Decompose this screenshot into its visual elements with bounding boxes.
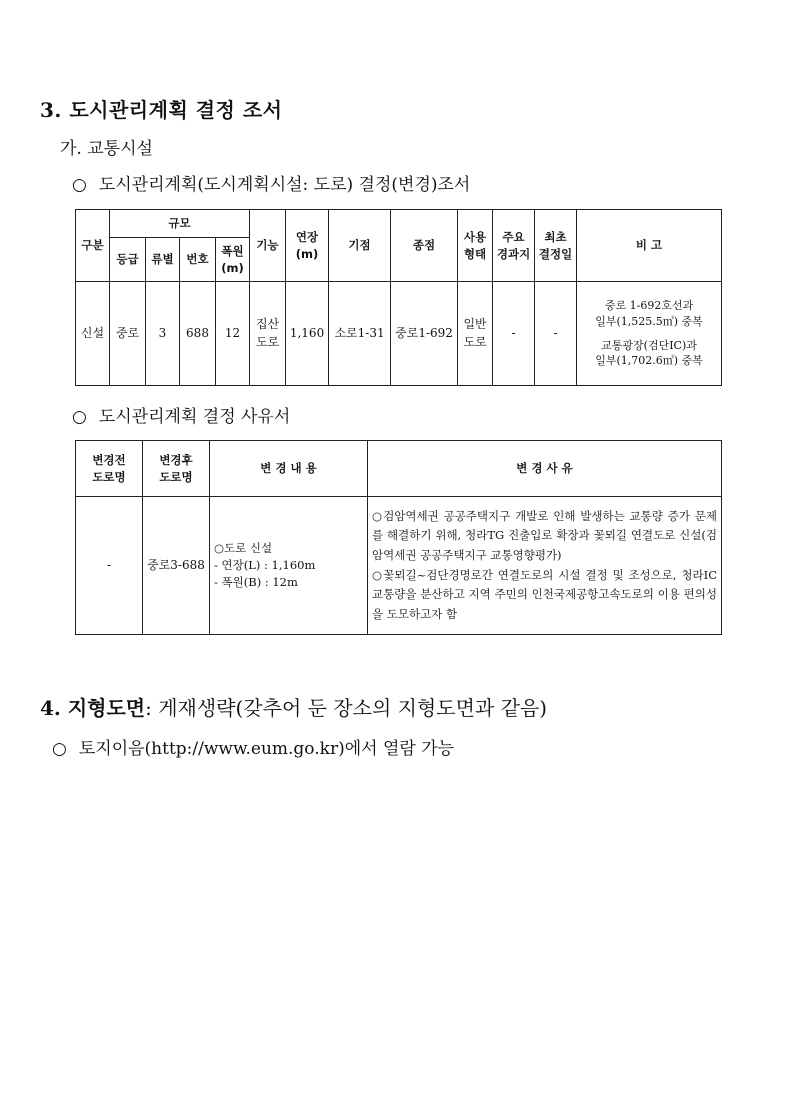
header-reason: 변 경 사 유 — [368, 441, 722, 497]
header-usage: 사용 형태 — [458, 210, 493, 282]
header-length: 연장 (m) — [286, 210, 329, 282]
section3-subtitle: 가. 교통시설 — [60, 139, 153, 159]
header-end: 종점 — [391, 210, 458, 282]
cell-after: 중로3-688 — [143, 497, 210, 635]
table2-caption-text: 도시관리계획 결정 사유서 — [98, 407, 291, 427]
header-function: 기능 — [250, 210, 286, 282]
header-after: 변경후 도로명 — [143, 441, 210, 497]
reason-table — [75, 440, 722, 635]
note-overlap-1: 중로 1-692호선과 일부(1,525.5㎡) 중복 — [595, 298, 703, 328]
note-overlap-2: 교통광장(검단IC)과 일부(1,702.6㎡) 중복 — [595, 338, 703, 368]
section4-item — [52, 734, 454, 759]
cell-gubun: 신설 — [76, 282, 110, 386]
cell-width: 12 — [216, 282, 250, 386]
table1-caption-text: 도시관리계획(도시계획시설: 도로) 결정(변경)조서 — [98, 175, 471, 195]
cell-function: 집산 도로 — [250, 282, 286, 386]
cell-before: - — [76, 497, 143, 635]
section4-title: 4. 지형도면 — [40, 696, 146, 720]
header-start: 기점 — [329, 210, 391, 282]
cell-number: 688 — [180, 282, 216, 386]
eum-link-text: 토지이음(http://www.eum.go.kr)에서 열람 가능 — [78, 739, 455, 759]
reason-2: ○꽃뫼길~검단경명로간 연결도로의 시설 결정 및 조성으로, 청라IC 교통량을 분산하고 지역 주민의 인천국제공항고속도로의 이용 편의성을 도모하고자 함 — [372, 567, 717, 621]
header-type: 류별 — [146, 238, 180, 282]
table-row — [76, 497, 722, 635]
header-note: 비 고 — [577, 210, 722, 282]
cell-usage: 일반 도로 — [458, 282, 493, 386]
section4-rest: : 게재생략(갖추어 둔 장소의 지형도면과 같음) — [145, 696, 548, 720]
section4-heading — [40, 692, 547, 721]
cell-type: 3 — [146, 282, 180, 386]
circle-bullet-icon: ○ — [72, 407, 87, 427]
cell-start: 소로1-31 — [329, 282, 391, 386]
header-content: 변 경 내 용 — [210, 441, 368, 497]
decision-table — [75, 209, 722, 386]
header-via: 주요 경과지 — [493, 210, 535, 282]
cell-first-date: - — [535, 282, 577, 386]
section3-title: 3. 도시관리계획 결정 조서 — [40, 98, 283, 122]
table2-caption — [72, 402, 290, 427]
header-first-date: 최초 결정일 — [535, 210, 577, 282]
cell-end: 중로1-692 — [391, 282, 458, 386]
table1-caption — [72, 170, 470, 195]
cell-grade: 중로 — [110, 282, 146, 386]
table-row — [76, 282, 722, 386]
header-number: 번호 — [180, 238, 216, 282]
header-width: 폭원 (m) — [216, 238, 250, 282]
cell-note — [577, 282, 722, 386]
cell-via: - — [493, 282, 535, 386]
header-gyumo: 규모 — [110, 210, 250, 238]
reason-1: ○검암역세권 공공주택지구 개발로 인해 발생하는 교통량 증가 문제를 해결하기 위해, 청라TG 진출입로 확장과 꽃뫼길 연결도로 신설(검암역세권 공공주택지구 교통영향평가) — [372, 508, 717, 562]
cell-reason — [368, 497, 722, 635]
header-grade: 등급 — [110, 238, 146, 282]
cell-length: 1,160 — [286, 282, 329, 386]
header-before: 변경전 도로명 — [76, 441, 143, 497]
header-gubun: 구분 — [76, 210, 110, 282]
circle-bullet-icon: ○ — [72, 175, 87, 195]
cell-content: ○도로 신설 - 연장(L) : 1,160m - 폭원(B) : 12m — [210, 497, 368, 635]
circle-bullet-icon: ○ — [52, 739, 67, 759]
